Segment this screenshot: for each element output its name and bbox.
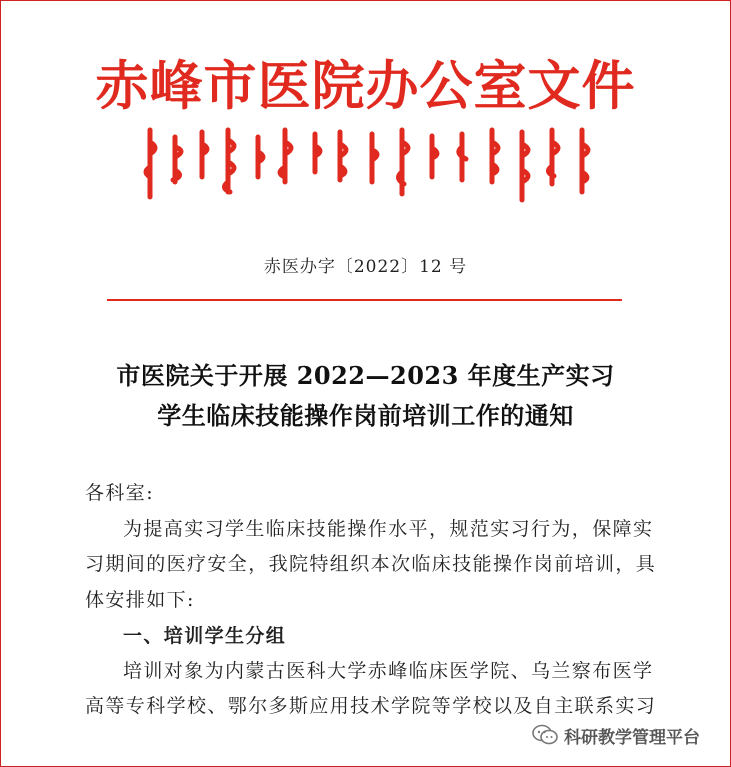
wechat-icon [532,724,558,746]
paragraph-line: 培训对象为内蒙古医科大学赤峰临床医学院、乌兰察布医学 [123,660,654,682]
paragraph-line: 为提高实习学生临床技能操作水平，规范实习行为，保障实 [123,518,654,540]
paragraph-line: 体安排如下: [85,589,195,611]
salutation: 各科室: [85,482,155,504]
paragraph-line: 习期间的医疗安全，我院特组织本次临床技能操作岗前培训，具 [85,553,657,575]
document-number: 赤医办字〔2022〕12 号 [263,257,468,277]
red-divider-line [107,299,622,301]
watermark [532,722,700,748]
watermark-text: 科研教学管理平台 [564,727,700,748]
mongolian-script-seal [140,122,600,212]
document-title-line-2: 学生临床技能操作岗前培训工作的通知 [157,401,574,430]
org-masthead-title: 赤峰市医院办公室文件 [95,55,636,117]
section-heading: 一、培训学生分组 [123,625,287,647]
paragraph-line: 高等专科学校、鄂尔多斯应用技术学院等学校以及自主联系实习 [85,695,657,717]
document-title-line-1: 市医院关于开展 2022—2023 年度生产实习 [116,361,615,390]
